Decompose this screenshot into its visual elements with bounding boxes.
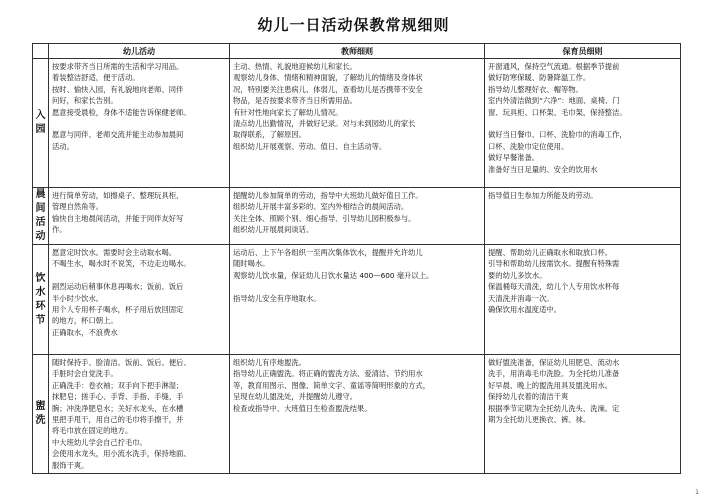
child-line: 里把手甩干，用自己的毛巾将手擦干，并 — [52, 415, 184, 425]
child-line: 随时保持手、脸清洁。饭前、饭后、便后、 — [52, 358, 191, 367]
caregiver-line: 天清洗并消毒一次。 — [488, 293, 554, 303]
child-line: 正确洗手：卷衣袖；双手向下把手淋湿； — [52, 380, 184, 390]
teacher-line: 观察幼儿身体、情绪和精神面貌，了解幼儿的情绪及身体状 — [233, 73, 423, 83]
teacher-line: 主动、热情、礼貌地迎候幼儿和家长。 — [233, 62, 358, 71]
teacher-line: 提醒幼儿参加简单的劳动，指导中大班幼儿做好值日工作。 — [233, 191, 423, 200]
child-line: 用个人专用杯子喝水，杯子用后放回固定 — [52, 305, 184, 315]
caregiver-line: 根据季节定期为全托幼儿洗头、洗澡。定 — [488, 403, 620, 413]
category-char: 环 — [35, 300, 46, 312]
category-char: 饮 — [35, 272, 46, 284]
child-line: 愿意定时饮水。需要时会主动取水喝。 — [52, 248, 177, 257]
table-header-row — [33, 44, 681, 59]
caregiver-line: 提醒、帮助幼儿正确取水和取放口杯。 — [488, 248, 613, 257]
teacher-line: 组织幼儿开展丰富多彩的、室内外相结合的晨间活动。 — [233, 202, 409, 212]
child-line: 作。 — [52, 225, 67, 235]
caregiver-line: 做好防寒保暖、防暑降温工作。 — [488, 73, 591, 83]
teacher-line: 组织幼儿开展晨间谈话。 — [233, 225, 314, 235]
child-line: 中大班幼儿学会自己拧毛巾。 — [52, 437, 147, 447]
child-line: 正确取水，不浪费水 — [52, 327, 118, 337]
child-line: 手脏时会自觉洗手。 — [52, 369, 118, 379]
caregiver-line: 洗手，用消毒毛巾洗脸。为全托幼儿准备 — [488, 369, 620, 379]
row-category-washing — [33, 355, 49, 474]
header-category — [33, 44, 49, 59]
table-row-drinking — [33, 245, 681, 355]
teacher-cell — [230, 355, 485, 474]
teacher-line: 指导幼儿安全有序地取水。 — [233, 293, 321, 303]
row-category-morning-activity — [33, 188, 49, 245]
teacher-line: 随时喝水。 — [233, 259, 270, 269]
teacher-cell — [230, 59, 485, 188]
child-cell — [49, 188, 230, 245]
child-cell — [49, 355, 230, 474]
child-line: 抹肥皂；搓手心、手背、手指、手缝、手 — [52, 392, 184, 402]
child-line: 将毛巾放在固定的地方。 — [52, 426, 133, 436]
caregiver-line: 做好当日餐巾、口杯、洗脸巾的消毒工作， — [488, 130, 627, 140]
page-title: 幼儿一日活动保教常规细则 — [257, 16, 450, 34]
child-line: 活动。 — [52, 141, 74, 151]
page-number: 1 — [695, 489, 699, 496]
row-category-drinking — [33, 245, 49, 355]
child-line: 管理自然角等。 — [52, 202, 104, 212]
teacher-line: 清点幼儿出勤情况，并做好记录。对与未到园幼儿的家长 — [233, 119, 416, 129]
caregiver-cell — [485, 188, 681, 245]
caregiver-line: 好早晨、晚上的盥洗用具及盥洗用水。 — [488, 380, 613, 390]
caregiver-line: 保持幼儿衣着的清洁干爽 — [488, 392, 569, 402]
table-row-washing — [33, 355, 681, 474]
header-teacher-rules: 教师细则 — [230, 44, 485, 59]
child-line: 愿意与同伴、老师交流并能主动参加晨间 — [52, 130, 184, 140]
category-char: 晨 — [35, 189, 46, 200]
category-char: 入 — [35, 110, 46, 121]
caregiver-line: 开窗通风，保持空气流通。根据季节提前 — [488, 62, 620, 71]
caregiver-line: 窗、玩具柜、口杯架、毛巾架，保持整洁。 — [488, 107, 627, 117]
teacher-line — [233, 281, 481, 292]
caregiver-line: 室内外清洁做到“六净”：地面、桌椅、门 — [488, 96, 620, 106]
caregiver-line: 期为全托幼儿更换衣、裤、袜。 — [488, 415, 591, 425]
caregiver-cell — [485, 245, 681, 355]
child-line — [52, 270, 226, 281]
teacher-line: 呈现在幼儿盥洗处，并提醒幼儿遵守。 — [233, 392, 358, 402]
child-line: 会使用水龙头，用小流水洗手，保持地面、 — [52, 449, 191, 459]
caregiver-cell — [485, 355, 681, 474]
caregiver-line: 做好盥洗准备，保证幼儿用肥皂、流动水 — [488, 358, 620, 367]
caregiver-cell — [485, 59, 681, 188]
category-char: 园 — [35, 124, 46, 135]
category-char: 节 — [35, 314, 46, 326]
child-line: 的地方，杯口朝上。 — [52, 316, 118, 326]
caregiver-line: 做好早餐准备。 — [488, 153, 540, 163]
routine-table — [32, 43, 681, 474]
caregiver-line: 引导和帮助幼儿按需饮水。提醒有特殊需 — [488, 259, 620, 269]
caregiver-line: 要的幼儿多饮水。 — [488, 270, 547, 280]
row-category-entry — [33, 59, 49, 188]
category-char: 水 — [35, 286, 46, 298]
teacher-line: 等，教育用图示、图像、简单文字、童谣等简明形象的方式， — [233, 380, 431, 390]
category-char: 盥 — [35, 401, 46, 413]
category-char: 间 — [35, 203, 46, 214]
child-line: 腕；冲洗净肥皂水；关好水龙头，在水槽 — [52, 403, 184, 413]
header-caregiver-rules: 保育员细则 — [485, 44, 681, 59]
category-char: 洗 — [35, 415, 46, 427]
caregiver-line: 保温桶每天清洗，幼儿个人专用饮水杯每 — [488, 282, 620, 292]
category-char: 活 — [35, 217, 46, 228]
teacher-line: 关注全体、照顾个别、细心指导、引导幼儿园积极参与。 — [233, 213, 416, 223]
child-line: 进行简单劳动，如擦桌子、整理玩具柜、 — [52, 191, 184, 200]
teacher-cell — [230, 188, 485, 245]
teacher-line: 运动后、上下午各组织一至两次集体饮水，提醒并允许幼儿 — [233, 248, 423, 257]
child-line: 剧烈运动后稍事休息再喝水；饭前、饭后 — [52, 282, 184, 292]
teacher-cell — [230, 245, 485, 355]
caregiver-line: 指导值日生参加力所能及的劳动。 — [488, 191, 598, 200]
child-line: 愿意接受晨检，身体不适能告诉保健老师。 — [52, 107, 191, 117]
caregiver-line: 准备好当日足量的、安全的饮用水 — [488, 164, 598, 174]
child-cell — [49, 245, 230, 355]
teacher-line: 有针对性地向家长了解幼儿情况。 — [233, 107, 343, 117]
caregiver-line — [488, 118, 677, 129]
child-line: 按时、愉快入园，有礼貌地向老师、同伴 — [52, 84, 184, 94]
table-row-entry — [33, 59, 681, 188]
teacher-line: 物品，是否按要求带齐当日所需用品。 — [233, 96, 358, 106]
teacher-line: 检查或指导中、大班值日生检查盥洗结果。 — [233, 403, 372, 413]
child-line: 服饰干爽。 — [52, 460, 89, 470]
child-line: 问好，和家长告别。 — [52, 96, 118, 106]
caregiver-line: 口杯、洗脸巾定位使用。 — [488, 141, 569, 151]
child-line: 半小时少饮水。 — [52, 293, 104, 303]
header-child-activity: 幼儿活动 — [49, 44, 230, 59]
child-line: 按要求带齐当日所需的生活和学习用品。 — [52, 62, 184, 71]
caregiver-line: 指导幼儿整理好衣、帽等物。 — [488, 84, 583, 94]
teacher-line: 组织幼儿有序地盥洗。 — [233, 358, 306, 367]
child-line — [52, 118, 226, 129]
child-cell — [49, 59, 230, 188]
teacher-line: 取得联系，了解原因。 — [233, 130, 306, 140]
child-line: 着装整洁舒适，便于活动。 — [52, 73, 140, 83]
category-char: 动 — [35, 231, 46, 242]
caregiver-line: 确保饮用水温度适中。 — [488, 305, 561, 315]
child-line: 愉快自主地晨间活动，并能于同伴友好写 — [52, 213, 184, 223]
teacher-line: 指导幼儿正确盥洗。将正确的盥洗方法、爱清洁、节约用水 — [233, 369, 423, 379]
table-row-morning-activity — [33, 188, 681, 245]
teacher-line: 况，特别要关注患病儿、体弱儿，查看幼儿是否携带不安全 — [233, 84, 423, 94]
teacher-line: 观察幼儿饮水量，保证幼儿日饮水量达 400—600 毫升以上。 — [233, 270, 434, 280]
child-line: 不喝生水，喝水时不说笑，不边走边喝水。 — [52, 259, 191, 269]
teacher-line: 组织幼儿开展观察、劳动、值日、自主活动等。 — [233, 141, 387, 151]
